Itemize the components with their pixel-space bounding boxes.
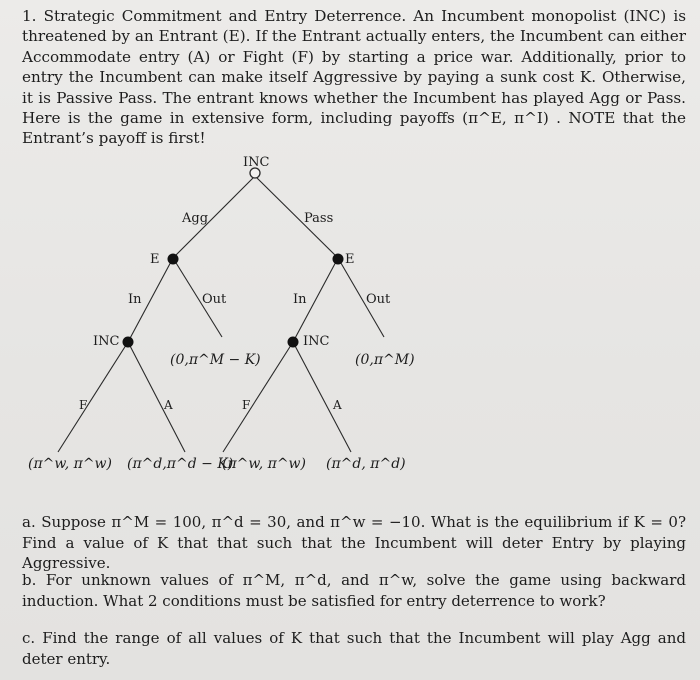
- incumbent-left-label: INC: [93, 334, 120, 349]
- edge-right-a: [293, 342, 351, 452]
- entrant-node-right: [333, 254, 344, 265]
- incumbent-right-label: INC: [303, 334, 330, 349]
- payoff-left-out: (0,π^M − K): [170, 352, 261, 368]
- right-accommodate-label: A: [333, 398, 342, 412]
- question-b: b. For unknown values of π^M, π^d, and π^w, solve the game using backward induction. What 2 conditions must be satisfied for entry deterrence to work?: [22, 571, 686, 610]
- right-fight-label: F: [242, 398, 251, 412]
- payoff-right-a: (π^d, π^d): [326, 456, 406, 472]
- entrant-node-left: [168, 254, 179, 265]
- root-label: INC: [243, 155, 270, 170]
- left-fight-label: F: [79, 398, 88, 412]
- branch-pass-label: Pass: [304, 211, 334, 226]
- left-out-label: Out: [202, 292, 227, 307]
- payoff-left-f: (π^w, π^w): [28, 456, 112, 472]
- question-c: c. Find the range of all values of K that such that the Incumbent will play Agg and deter entry.: [22, 629, 686, 668]
- right-in-label: In: [293, 292, 307, 307]
- problem-statement: 1. Strategic Commitment and Entry Deterrence. An Incumbent monopolist (INC) is threatened by an Entrant (E). If the Entrant actually enters, the Incumbent can either Accommodate entry (A) or Fight (F) by starting a price war. Additionally, prior to entry the Incumbent can make itself Aggressive by paying a sunk cost K. Otherwise, it is Passive Pass. The entrant knows whether the Incumbent has played Agg or Pass. Here is the game in extensive form, including payoffs (π^E, π^I) . NOTE that the Entrant’s payoff is first!: [22, 7, 686, 148]
- left-accommodate-label: A: [164, 398, 173, 412]
- payoff-right-f: (π^w, π^w): [222, 456, 306, 472]
- incumbent-node-left: [123, 337, 134, 348]
- payoff-left-a: (π^d,π^d − K): [127, 456, 234, 472]
- question-a: a. Suppose π^M = 100, π^d = 30, and π^w = −10. What is the equilibrium if K = 0? Find a value of K that that such that the Incumbent will deter Entry by playing Aggressive.: [22, 513, 686, 572]
- left-in-label: In: [128, 292, 142, 307]
- edge-left-f: [58, 342, 128, 452]
- entrant-right-label: E: [345, 252, 355, 267]
- right-out-label: Out: [366, 292, 391, 307]
- payoff-right-out: (0,π^M): [355, 352, 415, 368]
- entrant-left-label: E: [150, 252, 160, 267]
- branch-agg-label: Agg: [182, 211, 209, 226]
- incumbent-node-right: [288, 337, 299, 348]
